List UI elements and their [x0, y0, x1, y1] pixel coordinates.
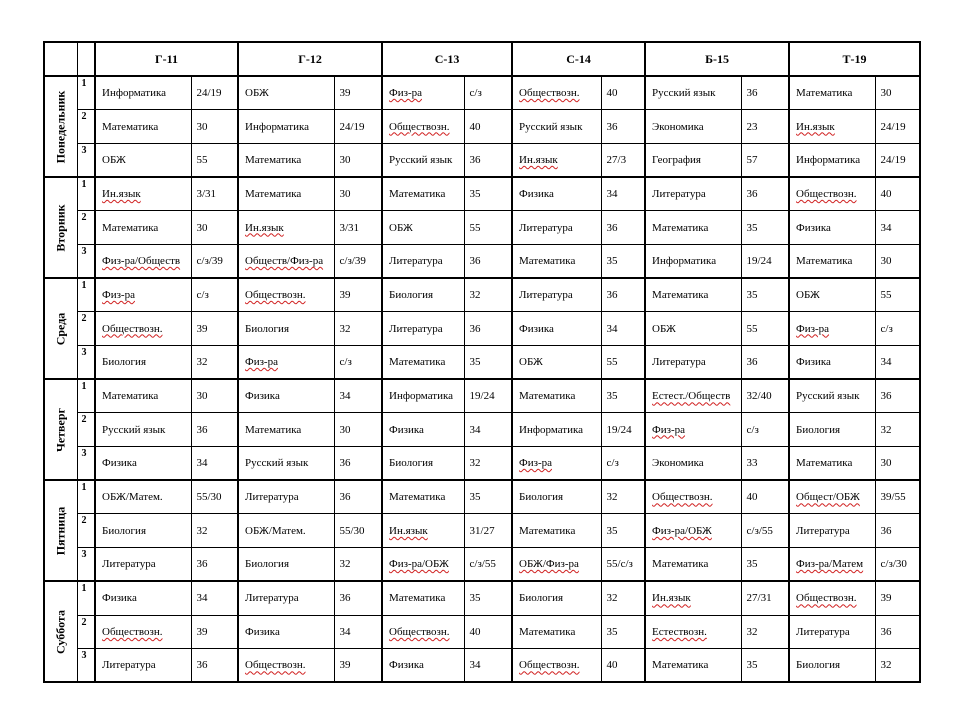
lesson-number: 2	[77, 615, 95, 649]
subject-cell: Физ-ра/ОБЖ	[382, 548, 464, 582]
room-cell: с/з	[191, 278, 238, 312]
subject-cell: Математика	[238, 143, 334, 177]
subject-cell: Обществозн.	[789, 581, 875, 615]
lesson-number: 1	[77, 177, 95, 211]
room-cell: 32	[601, 581, 645, 615]
subject-cell: Обществозн.	[645, 480, 741, 514]
subject-cell: Биология	[512, 480, 601, 514]
subject-cell: Физика	[238, 379, 334, 413]
lesson-number: 3	[77, 548, 95, 582]
room-cell: 36	[875, 379, 920, 413]
subject-cell: Экономика	[645, 110, 741, 144]
lesson-row	[44, 413, 920, 447]
subject-cell: Информатика	[95, 76, 191, 110]
room-cell: 40	[601, 649, 645, 683]
room-cell: 32	[191, 346, 238, 380]
subject-cell: Физика	[95, 447, 191, 481]
room-cell: 39	[334, 649, 382, 683]
room-cell: 33	[741, 447, 789, 481]
subject-cell: Математика	[95, 211, 191, 245]
subject-cell: Литература	[789, 615, 875, 649]
subject-cell: Математика	[512, 615, 601, 649]
room-cell: 36	[334, 447, 382, 481]
room-cell: 24/19	[191, 76, 238, 110]
room-cell: 3/31	[334, 211, 382, 245]
subject-cell: Ин.язык	[382, 514, 464, 548]
room-cell: 27/3	[601, 143, 645, 177]
lesson-number: 1	[77, 278, 95, 312]
lesson-row	[44, 76, 920, 110]
subject-cell: Математика	[645, 278, 741, 312]
subject-cell: Физ-ра	[645, 413, 741, 447]
subject-cell: Математика	[382, 480, 464, 514]
room-cell: 30	[875, 76, 920, 110]
subject-cell: ОБЖ	[645, 312, 741, 346]
day-cell	[44, 581, 77, 682]
lesson-number: 3	[77, 244, 95, 278]
room-cell: 35	[464, 480, 512, 514]
subject-cell: Биология	[238, 312, 334, 346]
room-cell: 19/24	[601, 413, 645, 447]
room-cell: 35	[741, 211, 789, 245]
timetable	[43, 41, 921, 683]
room-cell: 35	[601, 244, 645, 278]
room-cell: 32	[334, 312, 382, 346]
room-cell: 35	[464, 177, 512, 211]
room-cell: 36	[741, 346, 789, 380]
lesson-row	[44, 278, 920, 312]
room-cell: 32	[741, 615, 789, 649]
corner-number-cell	[77, 42, 95, 76]
day-label: Вторник	[53, 204, 68, 252]
room-cell: 55	[875, 278, 920, 312]
subject-cell: Обществозн.	[789, 177, 875, 211]
room-cell: 34	[464, 413, 512, 447]
day-cell	[44, 480, 77, 581]
room-cell: 32	[334, 548, 382, 582]
group-header: С-13	[382, 42, 512, 76]
subject-cell: Математика	[95, 379, 191, 413]
room-cell: 36	[464, 143, 512, 177]
day-label: Среда	[53, 312, 68, 345]
subject-cell: Физика	[238, 615, 334, 649]
subject-cell: Биология	[789, 413, 875, 447]
lesson-row	[44, 581, 920, 615]
subject-cell: ОБЖ/Матем.	[238, 514, 334, 548]
lesson-row	[44, 143, 920, 177]
subject-cell: Обществозн.	[382, 615, 464, 649]
subject-cell: Физ-ра	[382, 76, 464, 110]
room-cell: 35	[741, 548, 789, 582]
subject-cell: Математика	[645, 649, 741, 683]
room-cell: 19/24	[741, 244, 789, 278]
subject-cell: Физика	[789, 346, 875, 380]
subject-cell: Литература	[512, 278, 601, 312]
room-cell: 40	[875, 177, 920, 211]
room-cell: 30	[191, 211, 238, 245]
group-header: С-14	[512, 42, 645, 76]
subject-cell: Общест/ОБЖ	[789, 480, 875, 514]
subject-cell: Математика	[645, 548, 741, 582]
room-cell: 19/24	[464, 379, 512, 413]
subject-cell: Математика	[382, 346, 464, 380]
corner-cell	[44, 42, 77, 76]
room-cell: 35	[601, 615, 645, 649]
room-cell: 40	[464, 615, 512, 649]
lesson-row	[44, 110, 920, 144]
subject-cell: Математика	[512, 244, 601, 278]
subject-cell: Ин.язык	[512, 143, 601, 177]
lesson-row	[44, 312, 920, 346]
room-cell: 35	[741, 649, 789, 683]
subject-cell: Физ-ра/ОБЖ	[645, 514, 741, 548]
lesson-number: 2	[77, 110, 95, 144]
subject-cell: Математика	[95, 110, 191, 144]
room-cell: 36	[191, 548, 238, 582]
room-cell: 35	[741, 278, 789, 312]
room-cell: 35	[464, 581, 512, 615]
subject-cell: Биология	[382, 447, 464, 481]
room-cell: 36	[601, 211, 645, 245]
room-cell: с/з	[334, 346, 382, 380]
subject-cell: Информатика	[789, 143, 875, 177]
lesson-number: 3	[77, 143, 95, 177]
subject-cell: Литература	[645, 177, 741, 211]
room-cell: 35	[601, 379, 645, 413]
lesson-number: 1	[77, 581, 95, 615]
subject-cell: Ин.язык	[645, 581, 741, 615]
lesson-row	[44, 615, 920, 649]
room-cell: 39	[875, 581, 920, 615]
subject-cell: ОБЖ	[95, 143, 191, 177]
room-cell: 39/55	[875, 480, 920, 514]
room-cell: 3/31	[191, 177, 238, 211]
lesson-row	[44, 649, 920, 683]
room-cell: с/з/55	[741, 514, 789, 548]
subject-cell: География	[645, 143, 741, 177]
group-header: Т-19	[789, 42, 920, 76]
subject-cell: Математика	[789, 76, 875, 110]
subject-cell: Литература	[382, 244, 464, 278]
subject-cell: ОБЖ/Матем.	[95, 480, 191, 514]
lesson-row	[44, 514, 920, 548]
subject-cell: Литература	[95, 548, 191, 582]
lesson-row	[44, 177, 920, 211]
subject-cell: Биология	[95, 514, 191, 548]
day-cell	[44, 379, 77, 480]
subject-cell: Физ-ра	[512, 447, 601, 481]
subject-cell: Обществ/Физ-ра	[238, 244, 334, 278]
subject-cell: Экономика	[645, 447, 741, 481]
room-cell: 30	[334, 177, 382, 211]
day-label: Пятница	[53, 506, 68, 556]
subject-cell: Обществозн.	[238, 278, 334, 312]
room-cell: 32/40	[741, 379, 789, 413]
lesson-number: 2	[77, 312, 95, 346]
subject-cell: Математика	[382, 581, 464, 615]
day-cell	[44, 76, 77, 177]
lesson-number: 2	[77, 413, 95, 447]
subject-cell: Математика	[789, 244, 875, 278]
subject-cell: ОБЖ	[238, 76, 334, 110]
room-cell: 55	[464, 211, 512, 245]
subject-cell: Математика	[238, 413, 334, 447]
room-cell: 30	[191, 110, 238, 144]
subject-cell: Информатика	[382, 379, 464, 413]
subject-cell: Биология	[382, 278, 464, 312]
subject-cell: Информатика	[645, 244, 741, 278]
lesson-row	[44, 480, 920, 514]
subject-cell: Физ-ра	[789, 312, 875, 346]
room-cell: 39	[334, 278, 382, 312]
room-cell: 30	[191, 379, 238, 413]
room-cell: 36	[875, 615, 920, 649]
room-cell: с/з/39	[191, 244, 238, 278]
subject-cell: Русский язык	[512, 110, 601, 144]
room-cell: 36	[601, 278, 645, 312]
header-row	[44, 42, 920, 76]
subject-cell: Обществозн.	[512, 649, 601, 683]
subject-cell: Литература	[95, 649, 191, 683]
subject-cell: Математика	[512, 379, 601, 413]
room-cell: 30	[875, 244, 920, 278]
room-cell: 27/31	[741, 581, 789, 615]
subject-cell: Ин.язык	[95, 177, 191, 211]
subject-cell: Физика	[95, 581, 191, 615]
room-cell: 36	[464, 312, 512, 346]
timetable-body	[44, 76, 920, 682]
subject-cell: Физ-ра	[238, 346, 334, 380]
group-header: Г-12	[238, 42, 382, 76]
subject-cell: Физика	[512, 177, 601, 211]
subject-cell: Обществозн.	[512, 76, 601, 110]
lesson-number: 3	[77, 649, 95, 683]
room-cell: 34	[191, 447, 238, 481]
subject-cell: Обществозн.	[382, 110, 464, 144]
room-cell: 36	[334, 581, 382, 615]
room-cell: 32	[191, 514, 238, 548]
subject-cell: Биология	[512, 581, 601, 615]
room-cell: 32	[875, 649, 920, 683]
room-cell: 34	[464, 649, 512, 683]
lesson-row	[44, 548, 920, 582]
subject-cell: Физика	[382, 413, 464, 447]
lesson-number: 1	[77, 480, 95, 514]
subject-cell: Информатика	[512, 413, 601, 447]
lesson-number: 1	[77, 76, 95, 110]
group-header: Б-15	[645, 42, 789, 76]
room-cell: 36	[875, 514, 920, 548]
lesson-row	[44, 379, 920, 413]
subject-cell: Математика	[789, 447, 875, 481]
subject-cell: Русский язык	[645, 76, 741, 110]
room-cell: 23	[741, 110, 789, 144]
room-cell: 39	[191, 615, 238, 649]
room-cell: 24/19	[875, 143, 920, 177]
subject-cell: Русский язык	[95, 413, 191, 447]
lesson-number: 2	[77, 514, 95, 548]
room-cell: 24/19	[875, 110, 920, 144]
room-cell: с/з	[601, 447, 645, 481]
subject-cell: Обществозн.	[95, 615, 191, 649]
room-cell: 34	[334, 615, 382, 649]
room-cell: 30	[334, 413, 382, 447]
subject-cell: Физика	[789, 211, 875, 245]
lesson-number: 3	[77, 346, 95, 380]
subject-cell: Ин.язык	[238, 211, 334, 245]
lesson-number: 3	[77, 447, 95, 481]
room-cell: 34	[875, 211, 920, 245]
room-cell: 36	[741, 76, 789, 110]
subject-cell: Физ-ра/Обществ	[95, 244, 191, 278]
room-cell: 55/30	[191, 480, 238, 514]
subject-cell: Физ-ра	[95, 278, 191, 312]
subject-cell: Обществозн.	[238, 649, 334, 683]
subject-cell: Естествозн.	[645, 615, 741, 649]
room-cell: 55	[741, 312, 789, 346]
day-cell	[44, 177, 77, 278]
room-cell: 40	[464, 110, 512, 144]
subject-cell: Литература	[789, 514, 875, 548]
room-cell: 30	[875, 447, 920, 481]
subject-cell: Литература	[512, 211, 601, 245]
subject-cell: Русский язык	[238, 447, 334, 481]
room-cell: с/з/39	[334, 244, 382, 278]
room-cell: 55	[191, 143, 238, 177]
room-cell: 34	[601, 312, 645, 346]
subject-cell: Литература	[238, 581, 334, 615]
subject-cell: Обществозн.	[95, 312, 191, 346]
subject-cell: ОБЖ/Физ-ра	[512, 548, 601, 582]
room-cell: 36	[334, 480, 382, 514]
room-cell: 36	[464, 244, 512, 278]
subject-cell: Математика	[382, 177, 464, 211]
lesson-row	[44, 346, 920, 380]
room-cell: с/з/30	[875, 548, 920, 582]
subject-cell: Ин.язык	[789, 110, 875, 144]
subject-cell: Физ-ра/Матем	[789, 548, 875, 582]
room-cell: 39	[334, 76, 382, 110]
room-cell: 55/с/з	[601, 548, 645, 582]
day-label: Суббота	[53, 609, 68, 654]
room-cell: 36	[601, 110, 645, 144]
subject-cell: Русский язык	[789, 379, 875, 413]
room-cell: 34	[875, 346, 920, 380]
room-cell: 32	[464, 278, 512, 312]
subject-cell: Русский язык	[382, 143, 464, 177]
room-cell: 34	[334, 379, 382, 413]
subject-cell: ОБЖ	[512, 346, 601, 380]
room-cell: 32	[601, 480, 645, 514]
room-cell: 24/19	[334, 110, 382, 144]
subject-cell: Биология	[238, 548, 334, 582]
room-cell: 55	[601, 346, 645, 380]
subject-cell: Естест./Обществ	[645, 379, 741, 413]
subject-cell: Информатика	[238, 110, 334, 144]
room-cell: 36	[191, 649, 238, 683]
room-cell: с/з	[875, 312, 920, 346]
room-cell: 35	[464, 346, 512, 380]
day-cell	[44, 278, 77, 379]
room-cell: 57	[741, 143, 789, 177]
subject-cell: Биология	[789, 649, 875, 683]
subject-cell: ОБЖ	[382, 211, 464, 245]
room-cell: 35	[601, 514, 645, 548]
room-cell: 36	[741, 177, 789, 211]
lesson-row	[44, 244, 920, 278]
room-cell: 30	[334, 143, 382, 177]
room-cell: 36	[191, 413, 238, 447]
room-cell: с/з/55	[464, 548, 512, 582]
subject-cell: Физика	[512, 312, 601, 346]
room-cell: 39	[191, 312, 238, 346]
room-cell: 32	[875, 413, 920, 447]
lesson-number: 2	[77, 211, 95, 245]
room-cell: 31/27	[464, 514, 512, 548]
group-header: Г-11	[95, 42, 238, 76]
lesson-number: 1	[77, 379, 95, 413]
day-label: Понедельник	[53, 90, 68, 163]
room-cell: с/з	[741, 413, 789, 447]
subject-cell: Физика	[382, 649, 464, 683]
room-cell: 32	[464, 447, 512, 481]
lesson-row	[44, 211, 920, 245]
subject-cell: ОБЖ	[789, 278, 875, 312]
subject-cell: Литература	[238, 480, 334, 514]
lesson-row	[44, 447, 920, 481]
room-cell: 40	[601, 76, 645, 110]
room-cell: с/з	[464, 76, 512, 110]
subject-cell: Литература	[645, 346, 741, 380]
subject-cell: Биология	[95, 346, 191, 380]
room-cell: 34	[191, 581, 238, 615]
room-cell: 40	[741, 480, 789, 514]
subject-cell: Литература	[382, 312, 464, 346]
subject-cell: Математика	[238, 177, 334, 211]
day-label: Четверг	[53, 407, 68, 452]
subject-cell: Математика	[512, 514, 601, 548]
subject-cell: Математика	[645, 211, 741, 245]
room-cell: 34	[601, 177, 645, 211]
room-cell: 55/30	[334, 514, 382, 548]
